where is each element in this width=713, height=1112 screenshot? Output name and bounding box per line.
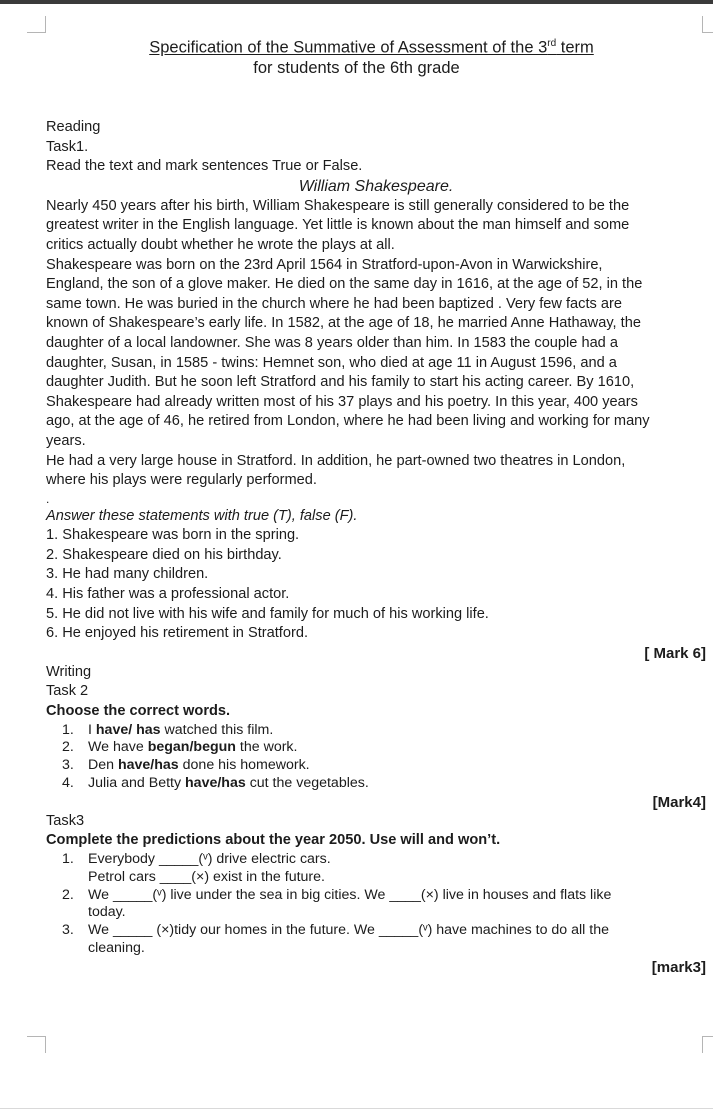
- story-line: daughter of a local landowner. She was 8 years older than him. In 1583 the couple had a: [46, 334, 618, 351]
- choice-words: have/ has: [95, 721, 161, 738]
- story-line: daughter Judith. But he soon left Stratford and his family to start his acting career. By 1610,: [46, 374, 635, 391]
- statements-list: [46, 526, 706, 644]
- task3-item: 3. We _____ (×)tidy our homes in the future. We _____(ᵛ) have machines to do all the cleaning.: [62, 922, 609, 956]
- document-title: Specification of the Summative of Assessment of the 3rd term: [149, 38, 594, 57]
- document-subtitle: for students of the 6th grade: [253, 58, 460, 77]
- corner-mark-top-right: [702, 16, 713, 33]
- statement-item: 4. His father was a professional actor.: [46, 586, 290, 603]
- story-line: Nearly 450 years after his birth, William Shakespeare is still generally considered to be the: [46, 197, 630, 214]
- task3-mark: [mark3]: [651, 958, 706, 976]
- story-line: same town. He was buried in the church where he had been baptized . Very few facts are: [46, 295, 622, 312]
- bottom-edge-line: [0, 1108, 713, 1109]
- corner-mark-bottom-right: [702, 1036, 713, 1053]
- story-line: critics actually doubt whether he wrote the plays at all.: [46, 236, 395, 253]
- task2-label: Task 2: [46, 683, 89, 700]
- task3-label: Task3: [46, 812, 85, 829]
- task2-item: 4. Julia and Betty have/has cut the vegetables.: [62, 775, 369, 792]
- story-line: England, the son of a glove maker. He died on the same day in 1616, at the age of 52, in the: [46, 276, 643, 293]
- reading-section-label: Reading: [46, 119, 101, 135]
- task2-mark: [Mark4]: [652, 793, 706, 811]
- corner-mark-top-left: [27, 16, 46, 33]
- choice-words: have/has: [117, 757, 179, 774]
- task3-item: 2. We _____(ᵛ) live under the sea in big cities. We ____(×) live in houses and flats like today.: [62, 886, 612, 921]
- task3-instruction: Complete the predictions about the year 2050. Use will and won’t.: [46, 832, 501, 849]
- top-edge-shadow: [0, 0, 713, 4]
- story-line: Shakespeare had already written most of his 37 plays and his poetry. In this year, 400 years: [46, 393, 638, 410]
- story-line: daughter, Susan, in 1585 - twins: Hemnet son, who died at age 11 in August 1596, and a: [46, 354, 617, 371]
- task2-instruction: Choose the correct words.: [46, 703, 231, 720]
- story-title: William Shakespeare.: [298, 177, 454, 195]
- story-line: ago, at the age of 46, he retired from London, where he had been living and working for many: [46, 413, 650, 430]
- title-superscript: rd: [547, 38, 557, 49]
- story-line: known of Shakespeare’s early life. In 1582, at the age of 18, he married Anne Hathaway, the: [46, 315, 641, 332]
- stray-dot: .: [46, 491, 50, 506]
- document-header: [0, 33, 713, 79]
- task1-instruction: Read the text and mark sentences True or False.: [46, 158, 363, 175]
- task1-mark: [ Mark 6]: [644, 644, 706, 662]
- task2-item: 1. I have/ has watched this film.: [62, 721, 274, 738]
- corner-mark-bottom-left: [27, 1036, 46, 1053]
- statement-item: 1. Shakespeare was born in the spring.: [46, 527, 300, 544]
- document-body: [46, 118, 706, 977]
- story-line: greatest writer in the English language. Yet little is known about the man himself and some: [46, 217, 630, 234]
- writing-section-label: Writing: [46, 663, 92, 680]
- statements-heading: Answer these statements with true (T), false (F).: [46, 507, 358, 524]
- statement-item: 2. Shakespeare died on his birthday.: [46, 546, 282, 563]
- task1-label: Task1.: [46, 138, 89, 155]
- task3-list: [46, 851, 706, 958]
- story-text: [46, 197, 706, 491]
- story-line: He had a very large house in Stratford. In addition, he part-owned two theatres in London,: [46, 452, 626, 469]
- story-line: where his plays were regularly performed.: [46, 472, 317, 489]
- statement-item: 3. He had many children.: [46, 566, 209, 583]
- task2-item: 2. We have began/begun the work.: [62, 739, 298, 756]
- story-line: years.: [46, 432, 86, 449]
- statement-item: 6. He enjoyed his retirement in Stratford.: [46, 625, 309, 642]
- choice-words: have/has: [185, 775, 246, 792]
- task2-list: [46, 722, 706, 793]
- story-line: Shakespeare was born on the 23rd April 1564 in Stratford-upon-Avon in Warwickshire,: [46, 256, 603, 273]
- task2-item: 3. Den have/has done his homework.: [62, 757, 310, 774]
- statement-item: 5. He did not live with his wife and family for much of his working life.: [46, 605, 489, 622]
- task3-item: 1. Everybody _____(ᵛ) drive electric cars. Petrol cars ____(×) exist in the future.: [62, 851, 331, 885]
- choice-words: began/begun: [147, 739, 236, 756]
